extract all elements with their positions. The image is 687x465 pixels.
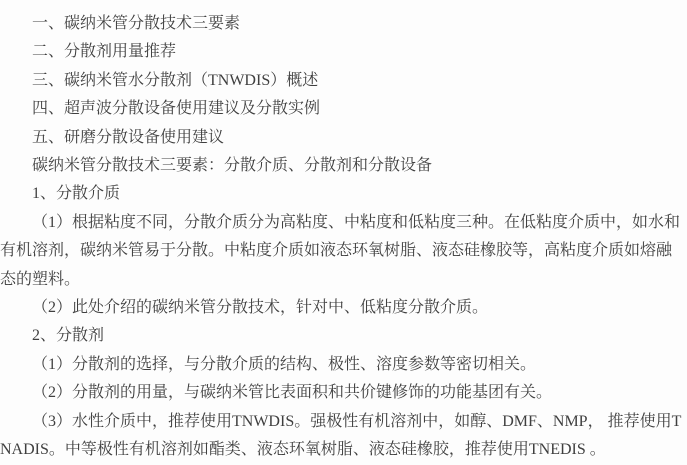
outline-item-4: 四、超声波分散设备使用建议及分散实例	[32, 100, 321, 118]
section-1-para-2: （2）此处介绍的碳纳米管分散技术，针对中、低粘度分散介质。	[32, 299, 489, 317]
outline-item-1: 一、碳纳米管分散技术三要素	[32, 15, 241, 32]
section-2-para-2: （2）分散剂的用量，与碳纳米管比表面积和共价键修饰的功能基团有关。	[32, 384, 553, 402]
section-1-para-1: （1）根据粘度不同，分散介质分为高粘度、中粘度和低粘度三种。在低粘度介质中，如水和有机溶剂，碳纳米管易于分散。中粘度介质如液态环氧树脂、液态硅橡胶等，高粘度介质如熔融态的塑料。	[0, 213, 681, 288]
section-2-para-3: （3）水性介质中，推荐使用TNWDIS。强极性有机溶剂中，如醇、DMF、NMP， 推荐使用TNADIS。中等极性有机溶剂如酯类、液态环氧树脂、液态硅橡胶，推荐使用TNEDIS 。	[0, 412, 682, 459]
outline-item-2: 二、分散剂用量推荐	[32, 43, 177, 61]
outline-item-5: 五、研磨分散设备使用建议	[32, 128, 225, 146]
section-1-heading: 1、分散介质	[32, 185, 121, 203]
outline-item-3: 三、碳纳米管水分散剂（TNWDIS）概述	[32, 71, 319, 89]
section-2-heading: 2、分散剂	[32, 327, 105, 345]
intro-line: 碳纳米管分散技术三要素：分散介质、分散剂和分散设备	[32, 157, 433, 175]
section-2-para-1: （1）分散剂的选择，与分散介质的结构、极性、溶度参数等密切相关。	[32, 355, 537, 373]
